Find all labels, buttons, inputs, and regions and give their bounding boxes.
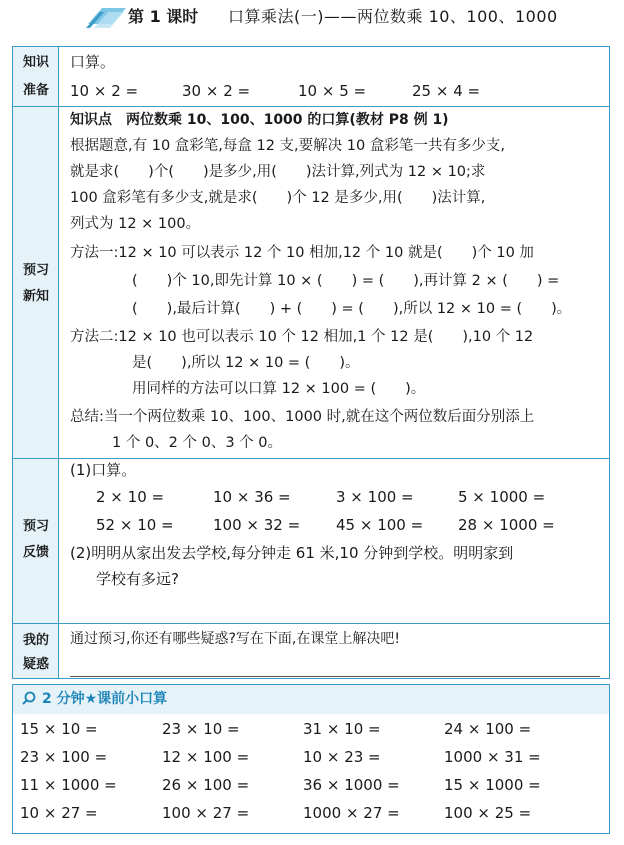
lesson-number: 第 1 课时 — [128, 7, 199, 26]
prep-problem: 10 × 2 = — [70, 82, 139, 100]
warmup-problem: 36 × 1000 = — [303, 776, 400, 794]
warmup-problem: 31 × 10 = — [303, 720, 381, 738]
lesson-title: 口算乘法(一)——两位数乘 10、100、1000 — [228, 7, 558, 26]
feedback-row — [96, 484, 596, 510]
same-method-line: 用同样的方法可以口算 12 × 100 = ( )。 — [132, 381, 426, 397]
section-label-column — [13, 47, 59, 678]
preview-line: 100 盒彩笔有多少支,就是求( )个 12 是多少,用( )法计算, — [70, 190, 486, 206]
feedback-problem: 10 × 36 = — [213, 488, 291, 506]
warmup-problem: 1000 × 27 = — [303, 804, 400, 822]
feedback-q2-line: 学校有多远? — [96, 570, 179, 588]
prep-instruction: 口算。 — [70, 53, 116, 71]
preview-label-2: 新知 — [22, 289, 49, 304]
warmup-problem: 100 × 27 = — [162, 804, 250, 822]
feedback-label-2: 反馈 — [22, 545, 49, 560]
warmup-problem: 11 × 1000 = — [20, 776, 117, 794]
warmup-problem: 15 × 10 = — [20, 720, 98, 738]
feedback-problem: 2 × 10 = — [96, 488, 165, 506]
preview-line: 列式为 12 × 100。 — [70, 216, 201, 232]
preview-label-1: 预习 — [22, 263, 49, 278]
feedback-label-1: 预习 — [22, 519, 49, 534]
method-one-line: ( )个 10,即先计算 10 × ( ) = ( ),再计算 2 × ( ) = — [132, 273, 560, 289]
prep-label-2: 准备 — [22, 83, 49, 98]
preview-line: 根据题意,有 10 盒彩笔,每盒 12 支,要解决 10 盒彩笔一共有多少支, — [70, 138, 505, 154]
feedback-problem: 45 × 100 = — [336, 516, 424, 534]
divider — [13, 623, 609, 624]
warmup-problem: 24 × 100 = — [444, 720, 532, 738]
knowledge-point-heading: 知识点 两位数乘 10、100、1000 的口算(教材 P8 例 1) — [70, 112, 449, 128]
warmup-title: 2 分钟★课前小口算 — [42, 691, 168, 707]
warmup-problem: 10 × 23 = — [303, 748, 381, 766]
prep-problem: 25 × 4 = — [412, 82, 481, 100]
prep-problem: 10 × 5 = — [298, 82, 367, 100]
doubt-label-2: 疑惑 — [22, 657, 49, 672]
doubt-prompt: 通过预习,你还有哪些疑惑?写在下面,在课堂上解决吧! — [70, 631, 400, 647]
feedback-problem: 100 × 32 = — [213, 516, 301, 534]
writing-line[interactable] — [70, 676, 600, 677]
warmup-problem: 100 × 25 = — [444, 804, 532, 822]
method-one-line: 方法一:12 × 10 可以表示 12 个 10 相加,12 个 10 就是( )个 10 加 — [70, 245, 534, 261]
summary-line: 总结:当一个两位数乘 10、100、1000 时,就在这个两位数后面分别添上 — [70, 409, 535, 425]
prep-problem: 30 × 2 = — [182, 82, 251, 100]
warmup-problem: 12 × 100 = — [162, 748, 250, 766]
feedback-problem: 52 × 10 = — [96, 516, 174, 534]
prep-label-1: 知识 — [22, 55, 49, 70]
prep-problems — [70, 78, 600, 104]
method-two-line: 是( ),所以 12 × 10 = ( )。 — [132, 355, 360, 371]
feedback-q1-label: (1)口算。 — [70, 461, 137, 479]
feedback-row — [96, 512, 596, 538]
feedback-q2-line: (2)明明从家出发去学校,每分钟走 61 米,10 分钟到学校。明明家到 — [70, 544, 514, 562]
warmup-problem: 23 × 100 = — [20, 748, 108, 766]
feedback-problem: 28 × 1000 = — [458, 516, 555, 534]
preview-line: 就是求( )个( )是多少,用( )法计算,列式为 12 × 10;求 — [70, 164, 486, 180]
summary-line: 1 个 0、2 个 0、3 个 0。 — [112, 435, 283, 451]
warmup-problem: 23 × 10 = — [162, 720, 240, 738]
method-one-line: ( ),最后计算( ) + ( ) = ( ),所以 12 × 10 = ( )。 — [132, 301, 572, 317]
page-header — [0, 0, 624, 40]
method-two-line: 方法二:12 × 10 也可以表示 10 个 12 相加,1 个 12 是( ),10 个 12 — [70, 329, 534, 345]
warmup-problem: 15 × 1000 = — [444, 776, 541, 794]
feedback-problem: 3 × 100 = — [336, 488, 414, 506]
warmup-problem: 26 × 100 = — [162, 776, 250, 794]
warmup-problem: 10 × 27 = — [20, 804, 98, 822]
book-logo-icon — [84, 4, 128, 30]
feedback-problem: 5 × 1000 = — [458, 488, 546, 506]
warmup-problem: 1000 × 31 = — [444, 748, 541, 766]
doubt-label-1: 我的 — [22, 633, 49, 648]
